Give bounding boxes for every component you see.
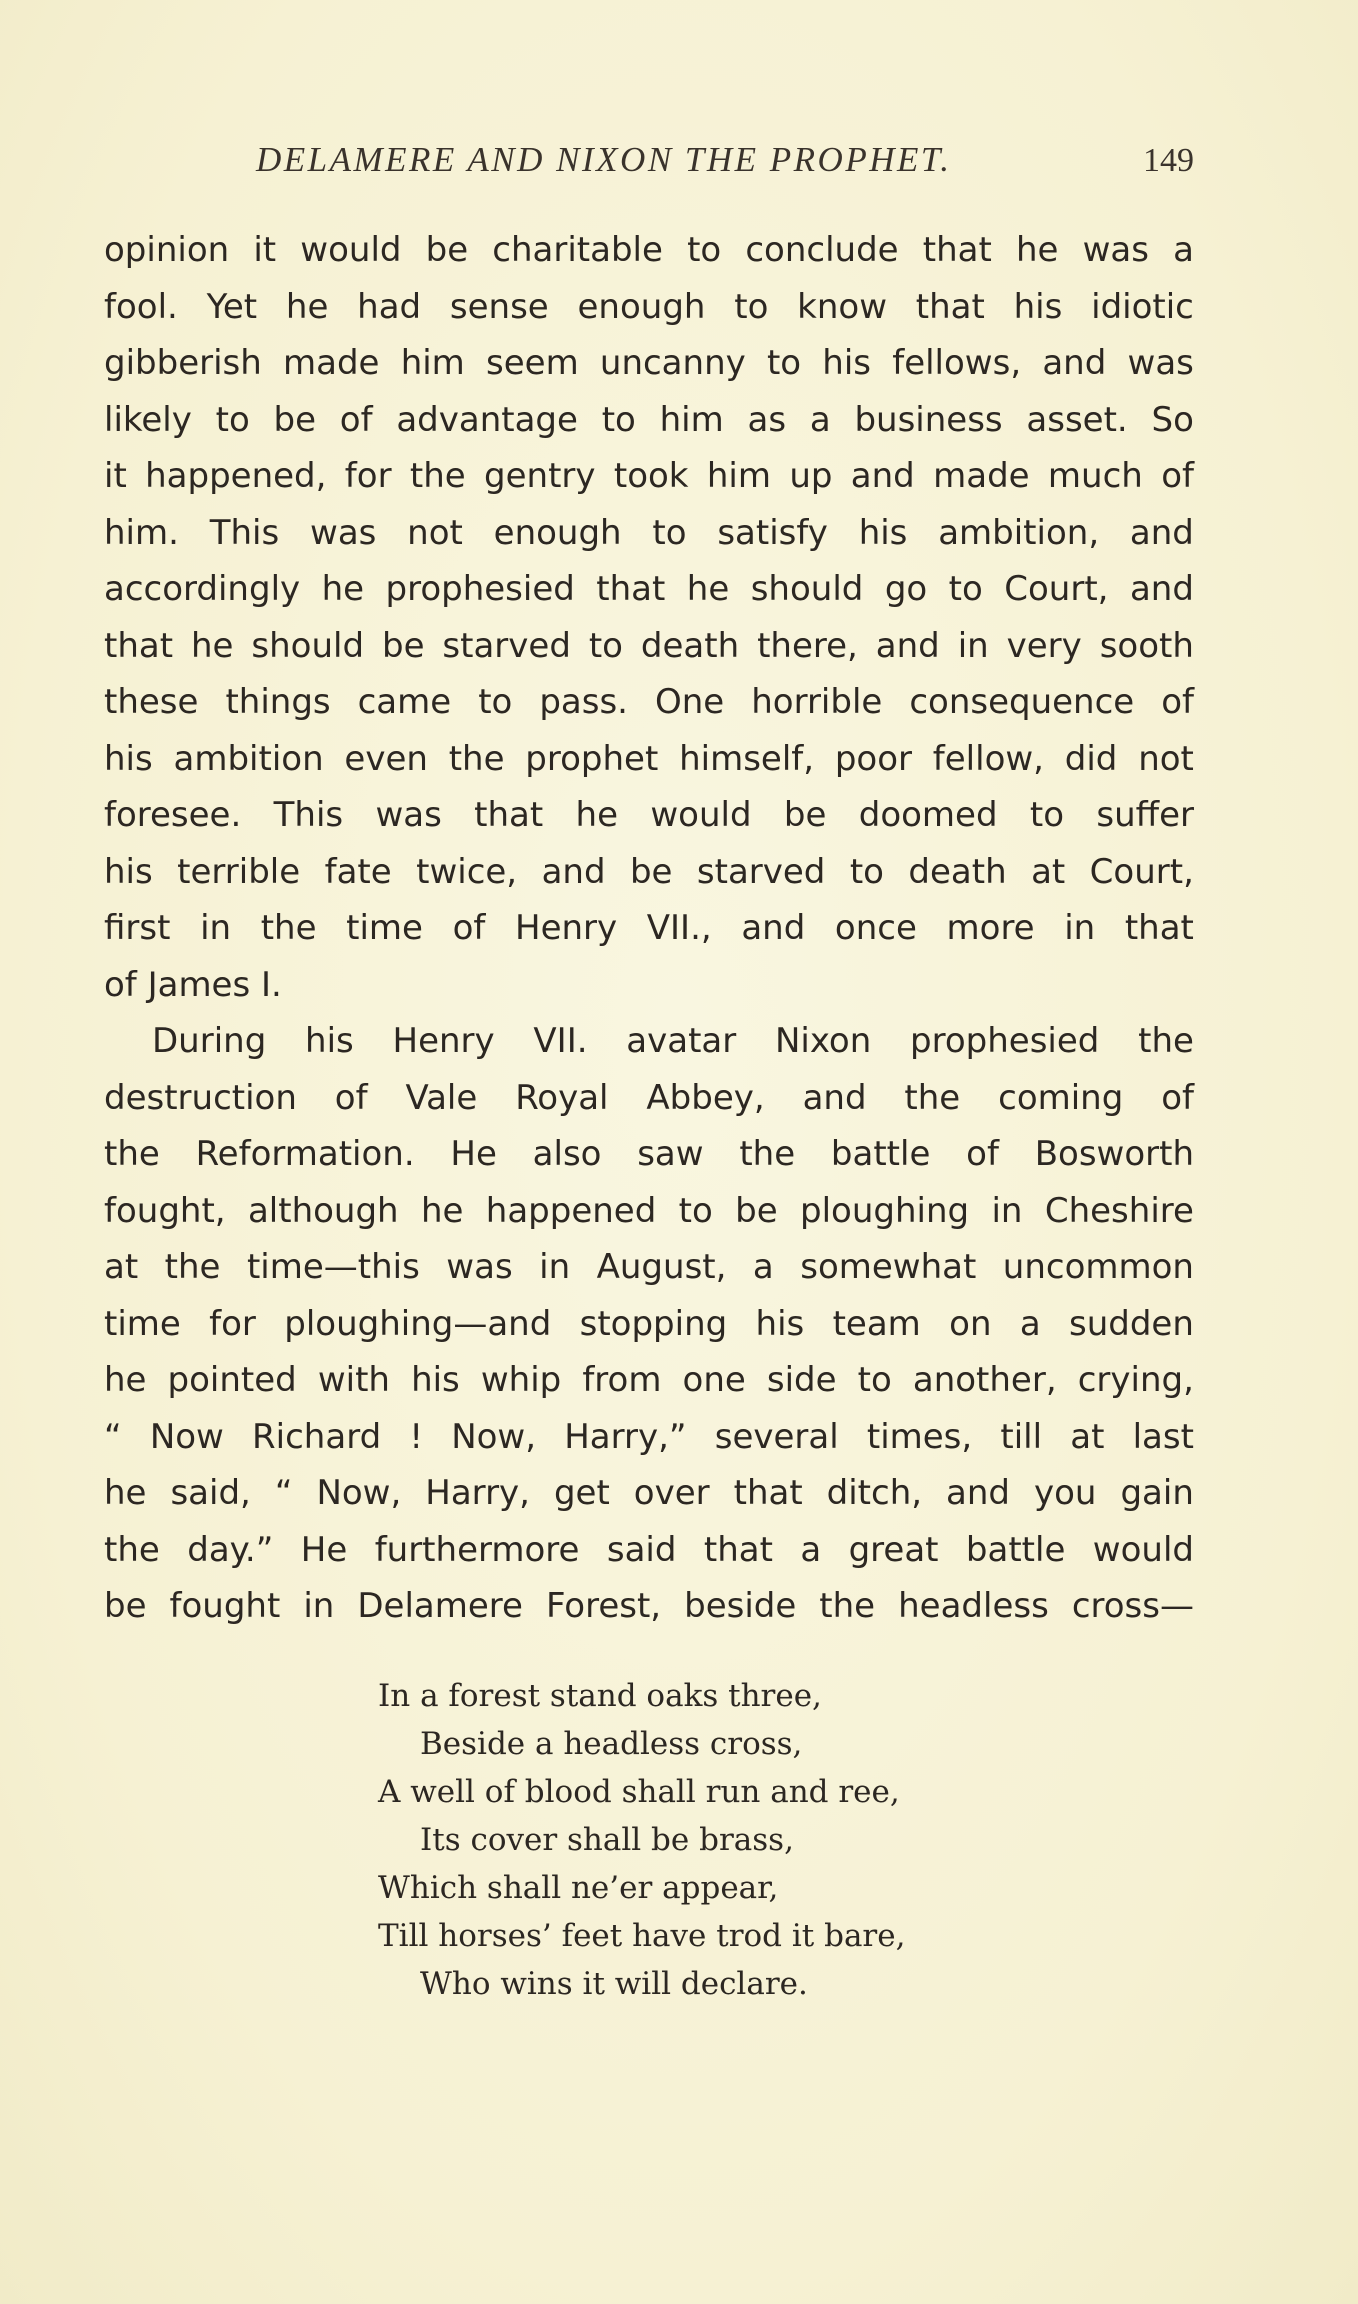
verse-line: Its cover shall be brass, <box>420 1822 794 1858</box>
body-text <box>104 222 1194 1635</box>
verse-line: A well of blood shall run and ree, <box>378 1774 900 1810</box>
text-line: first in the time of Henry VII., and once more in that <box>104 908 1194 948</box>
text-line: of James I. <box>104 964 282 1005</box>
text-line: his terrible fate twice, and be starved to death at Court, <box>104 851 1194 892</box>
text-line: that he should be starved to death there, and in very sooth <box>104 625 1194 666</box>
text-line: likely to be of advantage to him as a business asset. So <box>104 399 1194 440</box>
text-line: him. This was not enough to satisfy his ambition, and <box>104 512 1194 553</box>
text-line: these things came to pass. One horrible consequence of <box>104 682 1194 722</box>
running-head <box>104 140 1194 200</box>
text-line: opinion it would be charitable to conclude that he was a <box>104 230 1194 270</box>
text-line: at the time—this was in August, a somewhat uncommon <box>104 1247 1194 1287</box>
text-line: the day.” He furthermore said that a great battle would <box>104 1529 1194 1570</box>
text-line: he said, “ Now, Harry, get over that ditch, and you gain <box>104 1473 1194 1513</box>
text-line: destruction of Vale Royal Abbey, and the coming of <box>104 1077 1194 1118</box>
verse <box>378 1672 978 2008</box>
text-line: “ Now Richard ! Now, Harry,” several times, till at last <box>104 1416 1194 1457</box>
text-line: foresee. This was that he would be doomed to suffer <box>104 795 1194 835</box>
text-line: fool. Yet he had sense enough to know that his idiotic <box>104 286 1194 327</box>
text-line: fought, although he happened to be ploughing in Cheshire <box>104 1190 1194 1231</box>
text-line: During his Henry VII. avatar Nixon prophesied the <box>152 1021 1194 1061</box>
text-line: gibberish made him seem uncanny to his fellows, and was <box>104 343 1194 383</box>
verse-line: Beside a headless cross, <box>420 1726 803 1762</box>
verse-line: Which shall ne’er appear, <box>378 1870 779 1906</box>
text-line: it happened, for the gentry took him up and made much of <box>104 456 1194 496</box>
text-line: be fought in Delamere Forest, beside the headless cross— <box>104 1586 1194 1626</box>
text-line: time for ploughing—and stopping his team on a sudden <box>104 1303 1194 1344</box>
verse-line: In a forest stand oaks three, <box>378 1678 822 1714</box>
text-line: the Reformation. He also saw the battle of Bosworth <box>104 1134 1194 1174</box>
verse-line: Till horses’ feet have trod it bare, <box>378 1918 906 1954</box>
text-line: accordingly he prophesied that he should go to Court, and <box>104 569 1194 609</box>
running-title: DELAMERE AND NIXON THE PROPHET. <box>256 140 952 179</box>
verse-line: Who wins it will declare. <box>420 1966 808 2002</box>
text-line: he pointed with his whip from one side to another, crying, <box>104 1360 1194 1400</box>
page-number: 149 <box>1143 142 1194 179</box>
text-line: his ambition even the prophet himself, poor fellow, did not <box>104 738 1194 779</box>
